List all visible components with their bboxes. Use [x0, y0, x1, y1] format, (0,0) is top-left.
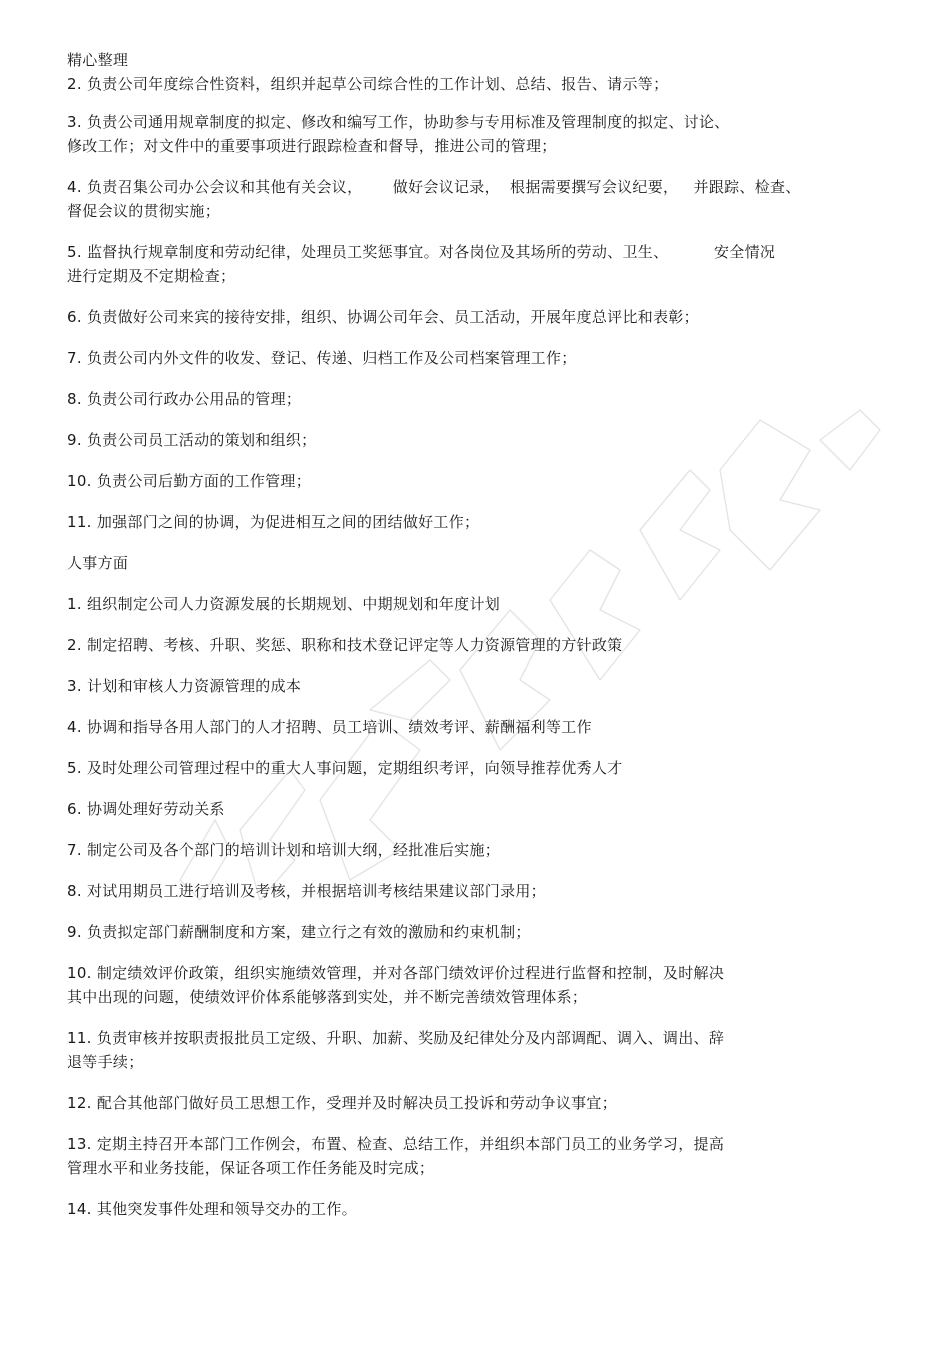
- list-item: [67, 756, 897, 780]
- list-item-line: 5. 监督执行规章制度和劳动纪律，处理员工奖惩事宜。对各岗位及其场所的劳动、卫生、 安全情况: [67, 243, 776, 261]
- list-item: [67, 961, 897, 1009]
- list-item: [67, 240, 897, 288]
- list-item-line: 4. 协调和指导各用人部门的人才招聘、员工培训、绩效考评、薪酬福利等工作: [67, 718, 592, 736]
- list-item-line: 管理水平和业务技能，保证各项工作任务能及时完成；: [67, 1159, 435, 1177]
- list-item: [67, 879, 897, 903]
- list-item-line: 6. 协调处理好劳动关系: [67, 800, 225, 818]
- list-item: [67, 428, 897, 452]
- list-item-line: 3. 计划和审核人力资源管理的成本: [67, 677, 302, 695]
- list-item-line: 8. 负责公司行政办公用品的管理；: [67, 390, 302, 408]
- list-item-line: 退等手续；: [67, 1053, 144, 1071]
- document-page: [67, 48, 897, 1238]
- list-item: [67, 715, 897, 739]
- list-item: [67, 387, 897, 411]
- list-item: [67, 469, 897, 493]
- list-item-line: 其中出现的问题，使绩效评价体系能够落到实处，并不断完善绩效管理体系；: [67, 988, 588, 1006]
- list-item: [67, 1197, 897, 1221]
- list-item: [67, 110, 897, 158]
- list-item: [67, 633, 897, 657]
- list-item-line: 10. 负责公司后勤方面的工作管理；: [67, 472, 312, 490]
- list-item-line: 进行定期及不定期检查；: [67, 267, 236, 285]
- list-item-line: 1. 组织制定公司人力资源发展的长期规划、中期规划和年度计划: [67, 595, 501, 613]
- list-item-line: 5. 及时处理公司管理过程中的重大人事问题，定期组织考评，向领导推荐优秀人才: [67, 759, 623, 777]
- list-item-line: 14. 其他突发事件处理和领导交办的工作。: [67, 1200, 357, 1218]
- list-item-line: 2. 制定招聘、考核、升职、奖惩、职称和技术登记评定等人力资源管理的方针政策: [67, 636, 623, 654]
- list-item: [67, 346, 897, 370]
- list-item-line: 9. 负责拟定部门薪酬制度和方案，建立行之有效的激励和约束机制；: [67, 923, 531, 941]
- list-item: [67, 838, 897, 862]
- admin-duties-list: [67, 72, 897, 534]
- list-item-line: 9. 负责公司员工活动的策划和组织；: [67, 431, 317, 449]
- section-heading: 人事方面: [67, 554, 129, 572]
- list-item: [67, 797, 897, 821]
- list-item: [67, 1091, 897, 1115]
- list-item: [67, 674, 897, 698]
- list-item-line: 7. 负责公司内外文件的收发、登记、传递、归档工作及公司档案管理工作；: [67, 349, 577, 367]
- list-item-line: 8. 对试用期员工进行培训及考核，并根据培训考核结果建议部门录用；: [67, 882, 546, 900]
- list-item-line: 3. 负责公司通用规章制度的拟定、修改和编写工作，协助参与专用标准及管理制度的拟定、讨论、: [67, 113, 730, 131]
- list-item-line: 督促会议的贯彻实施；: [67, 202, 221, 220]
- list-item-line: 2. 负责公司年度综合性资料，组织并起草公司综合性的工作计划、总结、报告、请示等；: [67, 75, 669, 93]
- list-item-line: 12. 配合其他部门做好员工思想工作，受理并及时解决员工投诉和劳动争议事宜；: [67, 1094, 618, 1112]
- list-item: [67, 920, 897, 944]
- list-item-line: 6. 负责做好公司来宾的接待安排，组织、协调公司年会、员工活动，开展年度总评比和表彰；: [67, 308, 699, 326]
- list-item-line: 11. 加强部门之间的协调，为促进相互之间的团结做好工作；: [67, 513, 480, 531]
- list-item: [67, 592, 897, 616]
- list-item-line: 修改工作；对文件中的重要事项进行跟踪检查和督导，推进公司的管理；: [67, 137, 557, 155]
- list-item: [67, 175, 897, 223]
- list-item-line: 10. 制定绩效评价政策，组织实施绩效管理，并对各部门绩效评价过程进行监督和控制，及时解决: [67, 964, 725, 982]
- list-item: [67, 510, 897, 534]
- list-item-line: 7. 制定公司及各个部门的培训计划和培训大纲，经批准后实施；: [67, 841, 501, 859]
- list-item-line: 13. 定期主持召开本部门工作例会，布置、检查、总结工作，并组织本部门员工的业务学习，提高: [67, 1135, 725, 1153]
- list-item-line: 4. 负责召集公司办公会议和其他有关会议， 做好会议记录， 根据需要撰写会议纪要， 并跟踪、检查、: [67, 178, 801, 196]
- list-item: [67, 1132, 897, 1180]
- list-item: [67, 1026, 897, 1074]
- list-item-line: 11. 负责审核并按职责报批员工定级、升职、加薪、奖励及纪律处分及内部调配、调入、调出、辞: [67, 1029, 725, 1047]
- hr-duties-list: [67, 592, 897, 1221]
- list-item: [67, 305, 897, 329]
- document-header: 精心整理: [67, 51, 129, 69]
- list-item: [67, 72, 897, 96]
